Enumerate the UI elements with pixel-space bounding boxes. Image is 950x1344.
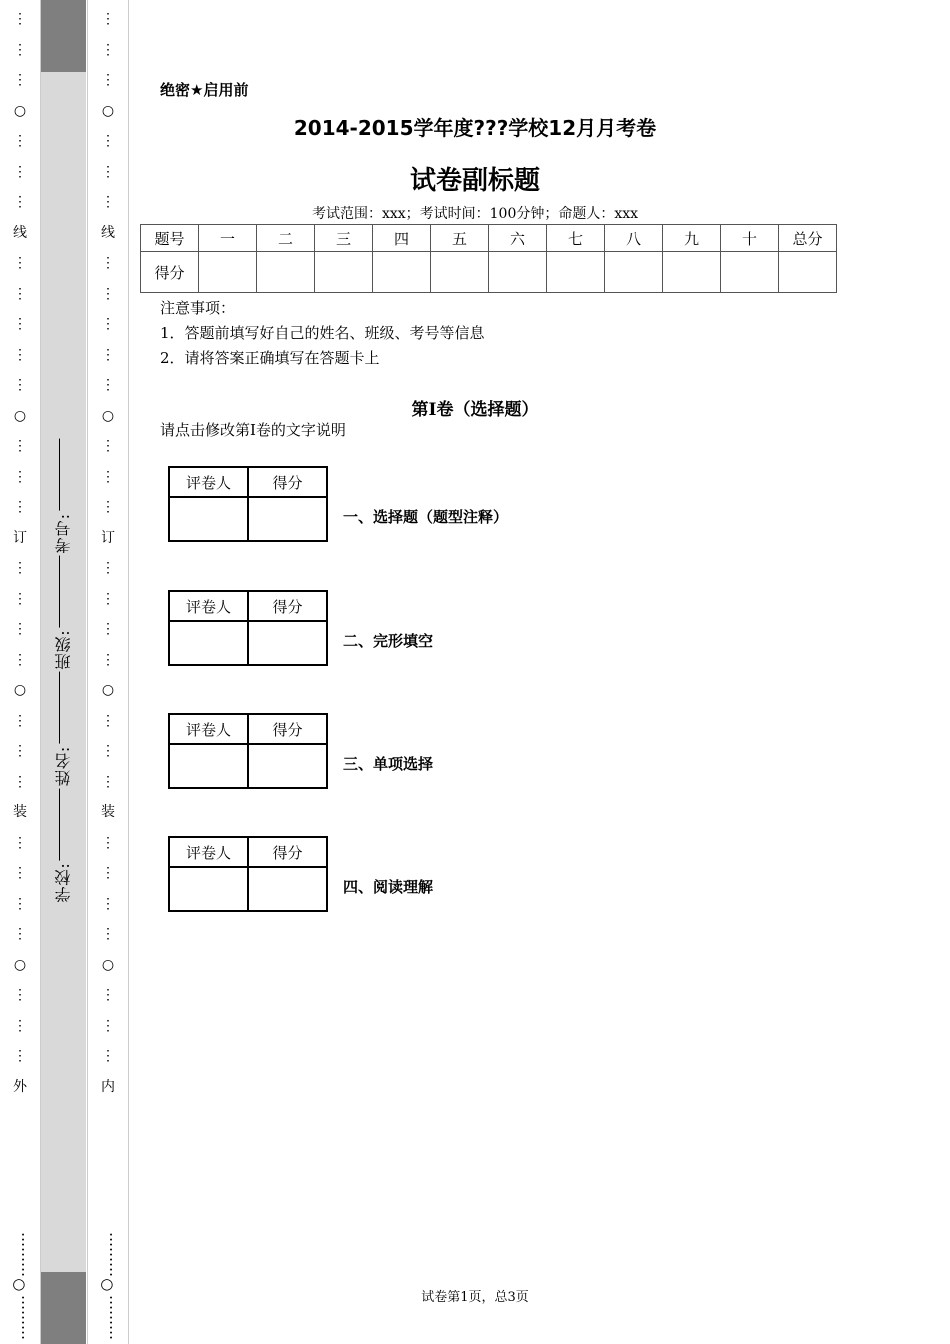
binding-mark: ⋮ xyxy=(13,255,27,271)
score-cell[interactable] xyxy=(605,252,663,293)
outer-bottom-dots: ………○……… xyxy=(10,1232,28,1340)
outer-binding-marks xyxy=(0,0,40,1344)
binding-mark: ⋮ xyxy=(101,11,115,27)
score-header-cell: 六 xyxy=(489,225,547,252)
school-label: 学校: xyxy=(54,862,73,903)
notes-item-2: 2．请将答案正确填写在答题卡上 xyxy=(160,349,380,367)
binding-mark: ⋮ xyxy=(101,72,115,88)
score-table xyxy=(140,224,837,293)
binding-mark: ⋮ xyxy=(101,773,115,790)
binding-mark: ⋮ xyxy=(101,987,115,1003)
binding-mark: ⋮ xyxy=(101,346,115,363)
grader-score-label: 得分 xyxy=(248,467,327,497)
score-cell[interactable] xyxy=(721,252,779,293)
binding-mark: ⋮ xyxy=(101,194,115,210)
binding-mark: ⋮ xyxy=(101,834,115,851)
score-cell[interactable] xyxy=(373,252,431,293)
binding-mark: ○ xyxy=(13,682,27,698)
binding-mark: ⋮ xyxy=(101,255,115,271)
binding-mark: ⋮ xyxy=(13,163,27,180)
binding-mark: 订 xyxy=(13,529,27,546)
class-label: 班级: xyxy=(54,629,73,670)
binding-mark: ⋮ xyxy=(101,316,115,332)
grader-table xyxy=(168,466,328,542)
section-title: 二、完形填空 xyxy=(343,632,434,650)
binding-mark: ⋮ xyxy=(13,895,27,912)
binding-mark: ⋮ xyxy=(101,621,115,637)
score-header-cell: 八 xyxy=(605,225,663,252)
grader-name-cell[interactable] xyxy=(169,744,248,788)
binding-mark: ⋮ xyxy=(101,651,115,668)
exam-info: 考试范围：xxx；考试时间：100分钟；命题人：xxx xyxy=(311,206,639,222)
binding-mark: ○ xyxy=(101,102,115,119)
binding-mark: ⋮ xyxy=(13,133,27,149)
inner-binding-marks xyxy=(88,0,128,1344)
score-header-cell: 三 xyxy=(315,225,373,252)
binding-mark: ⋮ xyxy=(101,438,115,454)
binding-mark: ⋮ xyxy=(13,72,27,88)
score-header-cell: 九 xyxy=(663,225,721,252)
notes-block xyxy=(160,296,485,371)
binding-mark: ⋮ xyxy=(101,285,115,302)
secret-label: 绝密★启用前 xyxy=(160,81,249,99)
binding-mark: 内 xyxy=(101,1078,115,1095)
grader-score-cell[interactable] xyxy=(248,867,327,911)
grader-name-cell[interactable] xyxy=(169,621,248,665)
question-section xyxy=(168,466,509,542)
strip-dark-bottom xyxy=(41,1272,86,1344)
grader-score-cell[interactable] xyxy=(248,497,327,541)
binding-mark: ⋮ xyxy=(101,133,115,149)
grader-score-label: 得分 xyxy=(248,837,327,867)
binding-mark: ⋮ xyxy=(101,743,115,759)
binding-mark: ⋮ xyxy=(13,743,27,759)
grader-name-cell[interactable] xyxy=(169,497,248,541)
score-cell[interactable] xyxy=(431,252,489,293)
student-info-fields xyxy=(41,380,86,960)
grader-score-label: 得分 xyxy=(248,591,327,621)
inner-bottom-dots: ………○……… xyxy=(98,1232,116,1340)
score-header-cell: 题号 xyxy=(141,225,199,252)
binding-mark: ○ xyxy=(13,102,27,119)
grader-table xyxy=(168,713,328,789)
binding-mark: ⋮ xyxy=(13,41,27,58)
binding-mark: ⋮ xyxy=(13,773,27,790)
notes-item-1: 1．答题前填写好自己的姓名、班级、考号等信息 xyxy=(160,324,485,342)
grader-label: 评卷人 xyxy=(169,591,248,621)
binding-mark: ⋮ xyxy=(101,1017,115,1034)
score-cell[interactable] xyxy=(779,252,837,293)
grader-table xyxy=(168,836,328,912)
exam-no-label: 考号: xyxy=(54,513,73,554)
score-cell[interactable] xyxy=(663,252,721,293)
binding-mark: 外 xyxy=(13,1078,27,1095)
exam-subtitle: 试卷副标题 xyxy=(409,166,540,196)
class-blank[interactable] xyxy=(59,556,60,628)
grader-score-cell[interactable] xyxy=(248,744,327,788)
part1-title: 第I卷（选择题） xyxy=(411,400,539,420)
binding-mark: ⋮ xyxy=(13,438,27,454)
binding-mark: ⋮ xyxy=(13,194,27,210)
binding-mark: 装 xyxy=(101,804,115,820)
grader-label: 评卷人 xyxy=(169,467,248,497)
binding-mark: ○ xyxy=(101,956,115,973)
binding-mark: ⋮ xyxy=(13,1048,27,1064)
grader-score-cell[interactable] xyxy=(248,621,327,665)
name-label: 姓名: xyxy=(54,746,73,787)
binding-mark: ⋮ xyxy=(101,926,115,942)
binding-mark: 订 xyxy=(101,529,115,546)
binding-mark: ⋮ xyxy=(13,468,27,485)
question-section xyxy=(168,713,434,789)
score-header-cell: 七 xyxy=(547,225,605,252)
binding-mark: ⋮ xyxy=(101,468,115,485)
score-header-cell: 十 xyxy=(721,225,779,252)
binding-mark: ⋮ xyxy=(101,499,115,515)
score-header-cell: 总分 xyxy=(779,225,837,252)
grader-table xyxy=(168,590,328,666)
strip-dark-top xyxy=(41,0,86,72)
score-header-cell: 一 xyxy=(199,225,257,252)
binding-mark: ⋮ xyxy=(13,621,27,637)
binding-mark: ⋮ xyxy=(101,865,115,881)
grader-name-cell[interactable] xyxy=(169,867,248,911)
binding-mark: ⋮ xyxy=(13,285,27,302)
question-section xyxy=(168,590,434,666)
name-blank[interactable] xyxy=(59,672,60,744)
binding-mark: ⋮ xyxy=(13,499,27,515)
score-cell[interactable] xyxy=(547,252,605,293)
score-row-label: 得分 xyxy=(141,252,199,293)
score-cell[interactable] xyxy=(315,252,373,293)
grader-label: 评卷人 xyxy=(169,714,248,744)
binding-mark: ⋮ xyxy=(101,377,115,393)
section-title: 一、选择题（题型注释） xyxy=(343,508,509,526)
school-blank[interactable] xyxy=(59,788,60,860)
binding-mark: ○ xyxy=(13,407,27,424)
grader-score-label: 得分 xyxy=(248,714,327,744)
binding-mark: ○ xyxy=(13,956,27,973)
score-header-cell: 五 xyxy=(431,225,489,252)
binding-mark: ○ xyxy=(101,682,115,698)
binding-mark: ⋮ xyxy=(101,1048,115,1064)
binding-mark: ⋮ xyxy=(101,41,115,58)
exam-no-blank[interactable] xyxy=(59,439,60,511)
binding-mark: ⋮ xyxy=(13,11,27,27)
binding-mark: ○ xyxy=(101,407,115,424)
section-title: 四、阅读理解 xyxy=(343,878,434,896)
binding-mark: ⋮ xyxy=(13,560,27,576)
outer-binding-strip xyxy=(0,0,41,1344)
binding-mark: ⋮ xyxy=(13,316,27,332)
part1-description: 请点击修改第I卷的文字说明 xyxy=(160,421,346,439)
binding-mark: ⋮ xyxy=(101,590,115,607)
score-table-score-row xyxy=(141,252,837,293)
binding-mark: 线 xyxy=(101,224,115,241)
binding-mark: ⋮ xyxy=(101,895,115,912)
notes-title: 注意事项： xyxy=(160,299,236,317)
binding-mark: ⋮ xyxy=(101,712,115,729)
binding-mark: ⋮ xyxy=(13,926,27,942)
binding-mark: ⋮ xyxy=(13,590,27,607)
binding-mark: ⋮ xyxy=(13,377,27,393)
binding-mark: ⋮ xyxy=(13,651,27,668)
binding-mark: ⋮ xyxy=(13,834,27,851)
binding-mark: ⋮ xyxy=(13,1017,27,1034)
binding-mark: ⋮ xyxy=(13,987,27,1003)
binding-mark: ⋮ xyxy=(101,163,115,180)
binding-mark: ⋮ xyxy=(13,346,27,363)
page-footer: 试卷第1页，总3页 xyxy=(421,1290,529,1305)
question-section xyxy=(168,836,434,912)
binding-mark: ⋮ xyxy=(101,560,115,576)
score-cell[interactable] xyxy=(199,252,257,293)
inner-binding-strip xyxy=(87,0,129,1344)
score-table-header-row xyxy=(141,225,837,252)
score-cell[interactable] xyxy=(257,252,315,293)
grader-label: 评卷人 xyxy=(169,837,248,867)
score-header-cell: 二 xyxy=(257,225,315,252)
binding-mark: 线 xyxy=(13,224,27,241)
exam-title: 2014-2015学年度???学校12月月考卷 xyxy=(293,116,657,140)
score-header-cell: 四 xyxy=(373,225,431,252)
score-cell[interactable] xyxy=(489,252,547,293)
binding-mark: ⋮ xyxy=(13,865,27,881)
binding-mark: ⋮ xyxy=(13,712,27,729)
binding-mark: 装 xyxy=(13,804,27,820)
section-title: 三、单项选择 xyxy=(343,755,434,773)
